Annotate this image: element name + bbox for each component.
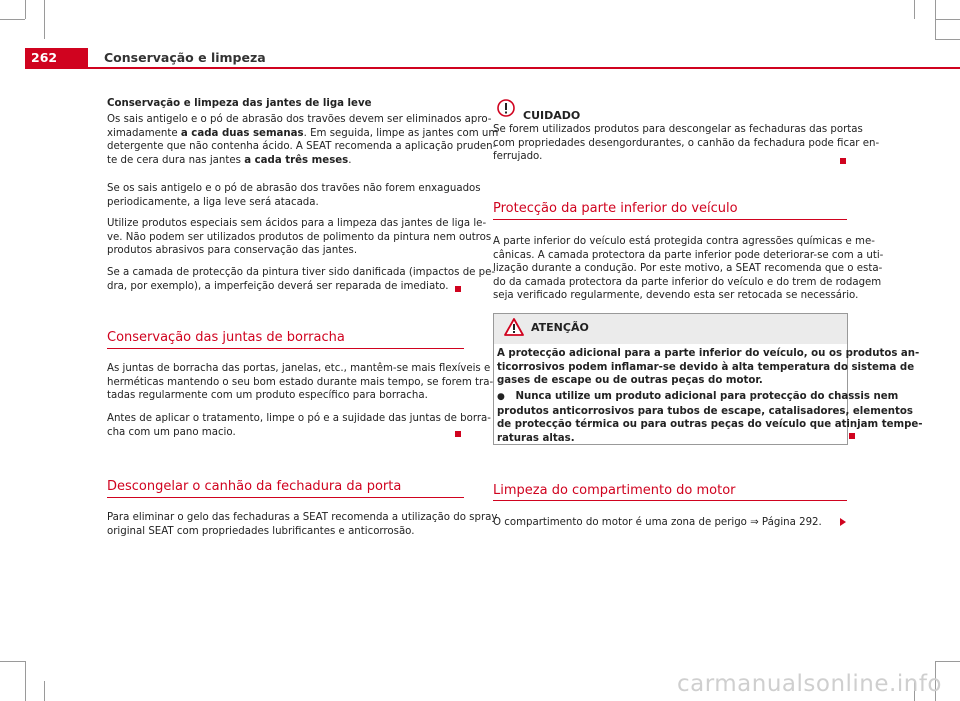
heading-underline [107,497,464,498]
section-heading-alloy-wheels: Conservação e limpeza das jantes de liga leve [107,98,372,109]
paragraph: Se a camada de protecção da pintura tiver sido danificada (impactos de pe- dra, por exemplo), a imperfeição deverá ser reparada de imediato. [107,267,496,292]
crop-mark [25,0,26,19]
crop-mark [935,19,960,20]
warning-title: ATENÇÃO [531,321,589,334]
warning-triangle-icon [504,318,524,336]
section-end-mark [455,431,461,437]
warning-text: A protecção adicional para a parte inferior do veículo, ou os produtos an- ticorrosivos podem inflamar-se devido à alta temperatura do sistema de gases de escape ou de outras peças do motor. [497,348,920,387]
caution-title: CUIDADO [523,109,581,122]
continue-arrow-icon [840,518,846,526]
heading-underline [493,219,847,220]
paragraph: A parte inferior do veículo está protegida contra agressões químicas e me- cânicas. A camada protectora da parte inferior pode deteriorar-se com a uti- lização durante a condução. Por este motivo, a SEAT recomenda que o esta- do da camada protectora da parte inferior do veículo e do trem de rodagem seja verificado regularmente, devendo esta ser retocada se necessário. [493,236,884,302]
bullet-icon: ● [497,392,505,402]
crop-mark [914,0,915,19]
page-title: Conservação e limpeza [104,50,266,65]
section-heading-underbody: Protecção da parte inferior do veículo [493,201,738,216]
crop-mark [935,661,960,662]
paragraph: O compartimento do motor é uma zona de perigo ⇒ Página 292. [493,517,822,528]
heading-underline [493,500,847,501]
section-heading-engine: Limpeza do compartimento do motor [493,483,736,498]
paragraph: As juntas de borracha das portas, janelas, etc., mantêm-se mais flexíveis e herméticas mantendo o seu bom estado durante mais tempo, se forem tra- tadas regularmente com um produto específico para borracha. [107,363,494,402]
section-heading-rubber-seals: Conservação das juntas de borracha [107,330,345,345]
crop-mark [44,681,45,701]
warning-bullet-text: ● Nunca utilize um produto adicional para protecção do chassis nem produtos anticorrosivos para tubos de escape, catalisadores, elementos de protecção térmica ou para outras peças do veículo que atinjam tempe- raturas altas. [497,391,923,444]
crop-mark [935,39,960,40]
paragraph: Os sais antigelo e o pó de abrasão dos travões devem ser eliminados apro- ximadamente a cada duas semanas. Em seguida, limpe as jantes com um detergente que não contenha ácido. A SEAT recomenda a aplicação pruden- te de cera dura nas jantes a cada três meses. [107,114,499,166]
caution-text: Se forem utilizados produtos para descongelar as fechaduras das portas com propriedades desengordurantes, o canhão da fechadura pode ficar en- ferrujado. [493,124,880,163]
crop-mark [25,661,26,701]
crop-mark [0,19,25,20]
section-end-mark [840,158,846,164]
paragraph: Se os sais antigelo e o pó de abrasão dos travões não forem enxaguados periodicamente, a liga leve será atacada. [107,183,481,208]
crop-mark [0,661,25,662]
heading-underline [107,348,464,349]
paragraph: Utilize produtos especiais sem ácidos para a limpeza das jantes de liga le- ve. Não podem ser utilizados produtos de polimento da pintura nem outros produtos abrasivos para conservação das jantes. [107,218,492,257]
page-number: 262 [25,48,88,67]
watermark: carmanualsonline.info [676,671,942,697]
caution-icon [497,99,515,117]
section-end-mark [849,433,855,439]
section-heading-door-lock: Descongelar o canhão da fechadura da porta [107,479,402,494]
crop-mark [44,0,45,39]
paragraph: Para eliminar o gelo das fechaduras a SEAT recomenda a utilização do spray original SEAT com propriedades lubrificantes e anticorrosão. [107,512,498,537]
section-end-mark [455,286,461,292]
paragraph: Antes de aplicar o tratamento, limpe o pó e a sujidade das juntas de borra- cha com um pano macio. [107,413,491,438]
